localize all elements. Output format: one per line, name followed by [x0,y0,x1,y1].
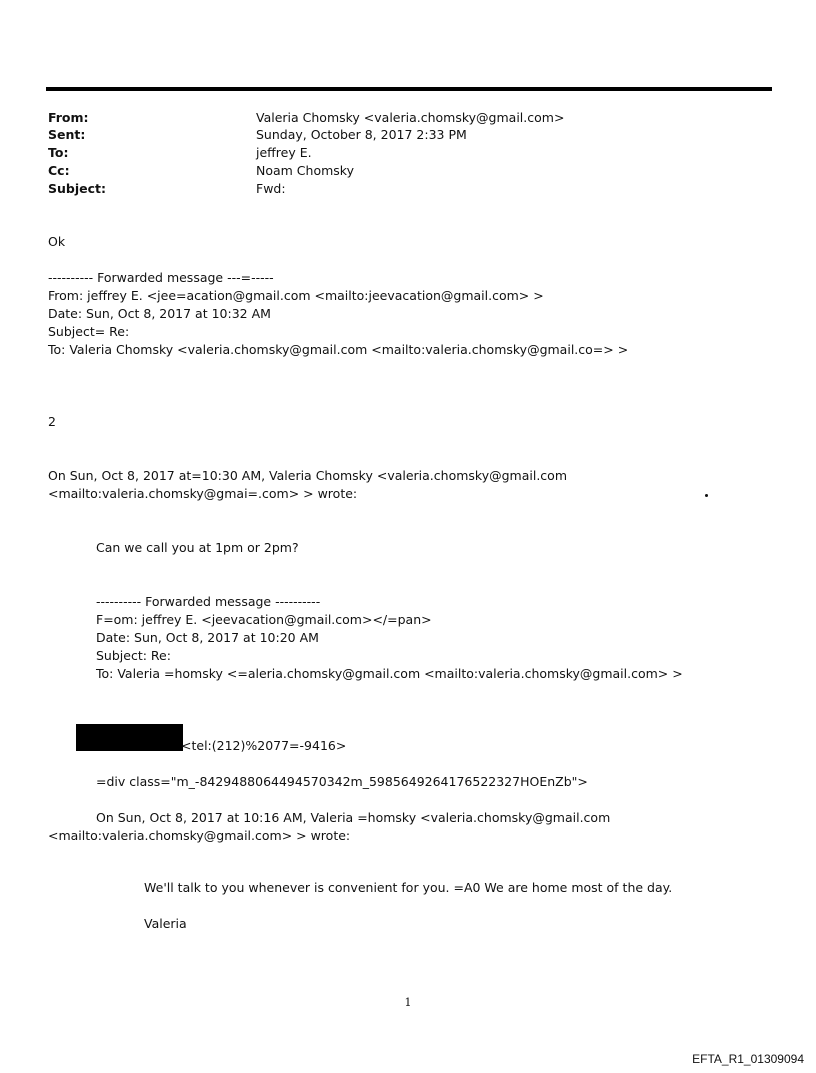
cc-label: Cc: [48,163,70,178]
from-label: From: [48,110,89,125]
stray-dot-mark [705,494,708,497]
forward-2-date: Date: Sun, Oct 8, 2017 at 10:20 AM [96,630,319,645]
forward-2-from: F=om: jeffrey E. <jeevacation@gmail.com></=pan> [96,612,432,627]
reply-text: Ok [48,234,66,249]
document-id: EFTA_R1_01309094 [692,1052,804,1066]
forward-1-subject: Subject= Re: [48,324,130,339]
sent-label: Sent: [48,127,86,142]
quote-2-line-2: <mailto:valeria.chomsky@gmail.com> > wrote: [48,828,351,843]
from-value: Valeria Chomsky <valeria.chomsky@gmail.com> [256,110,565,125]
page-number: 1 [404,996,412,1009]
stray-number: 2 [48,414,56,429]
signature-text: Valeria [144,916,187,931]
quote-1-line-1: On Sun, Oct 8, 2017 at=10:30 AM, Valeria Chomsky <valeria.chomsky@gmail.com [48,468,567,483]
forward-1-date: Date: Sun, Oct 8, 2017 at 10:32 AM [48,306,271,321]
forward-2-subject: Subject: Re: [96,648,171,663]
to-value: jeffrey E. [256,145,312,160]
forward-1-to: To: Valeria Chomsky <valeria.chomsky@gmail.com <mailto:valeria.chomsky@gmail.co=> > [48,342,629,357]
html-div-fragment: =div class="m_-8429488064494570342m_5985649264176522327HOEnZb"> [96,774,588,789]
subject-label: Subject: [48,181,106,196]
to-label: To: [48,145,69,160]
forward-2-to: To: Valeria =homsky <=aleria.chomsky@gmail.com <mailto:valeria.chomsky@gmail.com> > [96,666,683,681]
redaction-box [76,724,183,751]
quote-2-line-1: On Sun, Oct 8, 2017 at 10:16 AM, Valeria =homsky <valeria.chomsky@gmail.com [96,810,611,825]
header-divider [46,87,772,91]
forward-separator-2: ---------- Forwarded message ---------- [96,594,321,609]
sent-value: Sunday, October 8, 2017 2:33 PM [256,127,467,142]
forward-1-from: From: jeffrey E. <jee=acation@gmail.com <mailto:jeevacation@gmail.com> > [48,288,544,303]
subject-value: Fwd: [256,181,286,196]
cc-value: Noam Chomsky [256,163,354,178]
forward-separator-1: ---------- Forwarded message ---=----- [48,270,274,285]
message-text: We'll talk to you whenever is convenient for you. =A0 We are home most of the day. [144,880,673,895]
question-text: Can we call you at 1pm or 2pm? [96,540,299,555]
quote-1-line-2: <mailto:valeria.chomsky@gmai=.com> > wrote: [48,486,358,501]
telephone-link-text: <tel:(212)%2077=-9416> [181,738,347,753]
